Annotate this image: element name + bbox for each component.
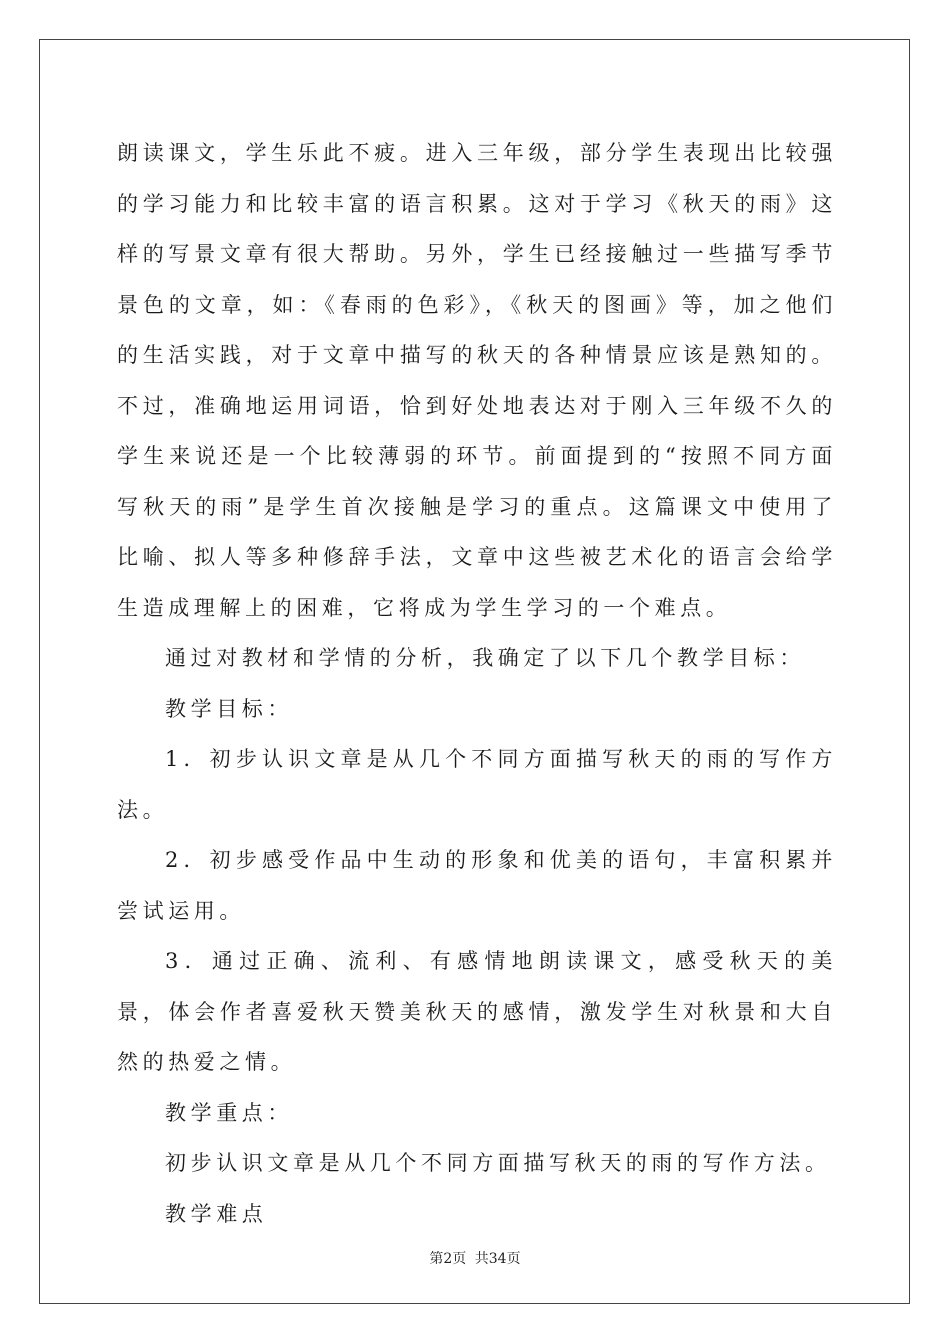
heading-teaching-difficulty: 教学难点 — [165, 1201, 268, 1226]
page-footer — [0, 1248, 950, 1268]
goal-item-2: 2．初步感受作品中生动的形象和优美的语句，丰富积累并尝试运用。 — [117, 848, 837, 923]
document-body — [117, 128, 837, 1239]
paragraph-analysis: 朗读课文，学生乐此不疲。进入三年级，部分学生表现出比较强的学习能力和比较丰富的语言积累。这对于学习《秋天的雨》这样的写景文章有很大帮助。另外，学生已经接触过一些描写季节景色的文章，如：《春雨的色彩》，《秋天的图画》等，加之他们的生活实践，对于文章中描写的秋天的各种情景应该是熟知的。不过，准确地运用词语，恰到好处地表达对于刚入三年级不久的学生来说还是一个比较薄弱的环节。前面提到的“按照不同方面写秋天的雨”是学生首次接触是学习的重点。这篇课文中使用了比喻、拟人等多种修辞手法，文章中这些被艺术化的语言会给学生造成理解上的困难，它将成为学生学习的一个难点。 — [117, 141, 837, 620]
heading-teaching-goals: 教学目标： — [165, 696, 293, 721]
heading-teaching-focus: 教学重点： — [165, 1100, 293, 1125]
goal-item-3: 3．通过正确、流利、有感情地朗读课文，感受秋天的美景，体会作者喜爱秋天赞美秋天的感情，激发学生对秋景和大自然的热爱之情。 — [117, 949, 837, 1074]
paragraph-goals-intro: 通过对教材和学情的分析，我确定了以下几个教学目标： — [165, 646, 805, 670]
teaching-focus-text: 初步认识文章是从几个不同方面描写秋天的雨的写作方法。 — [165, 1151, 831, 1175]
page-total: 共34页 — [474, 1251, 521, 1267]
page-number: 第2页 — [429, 1251, 467, 1267]
goal-item-1: 1．初步认识文章是从几个不同方面描写秋天的雨的写作方法。 — [117, 747, 837, 822]
